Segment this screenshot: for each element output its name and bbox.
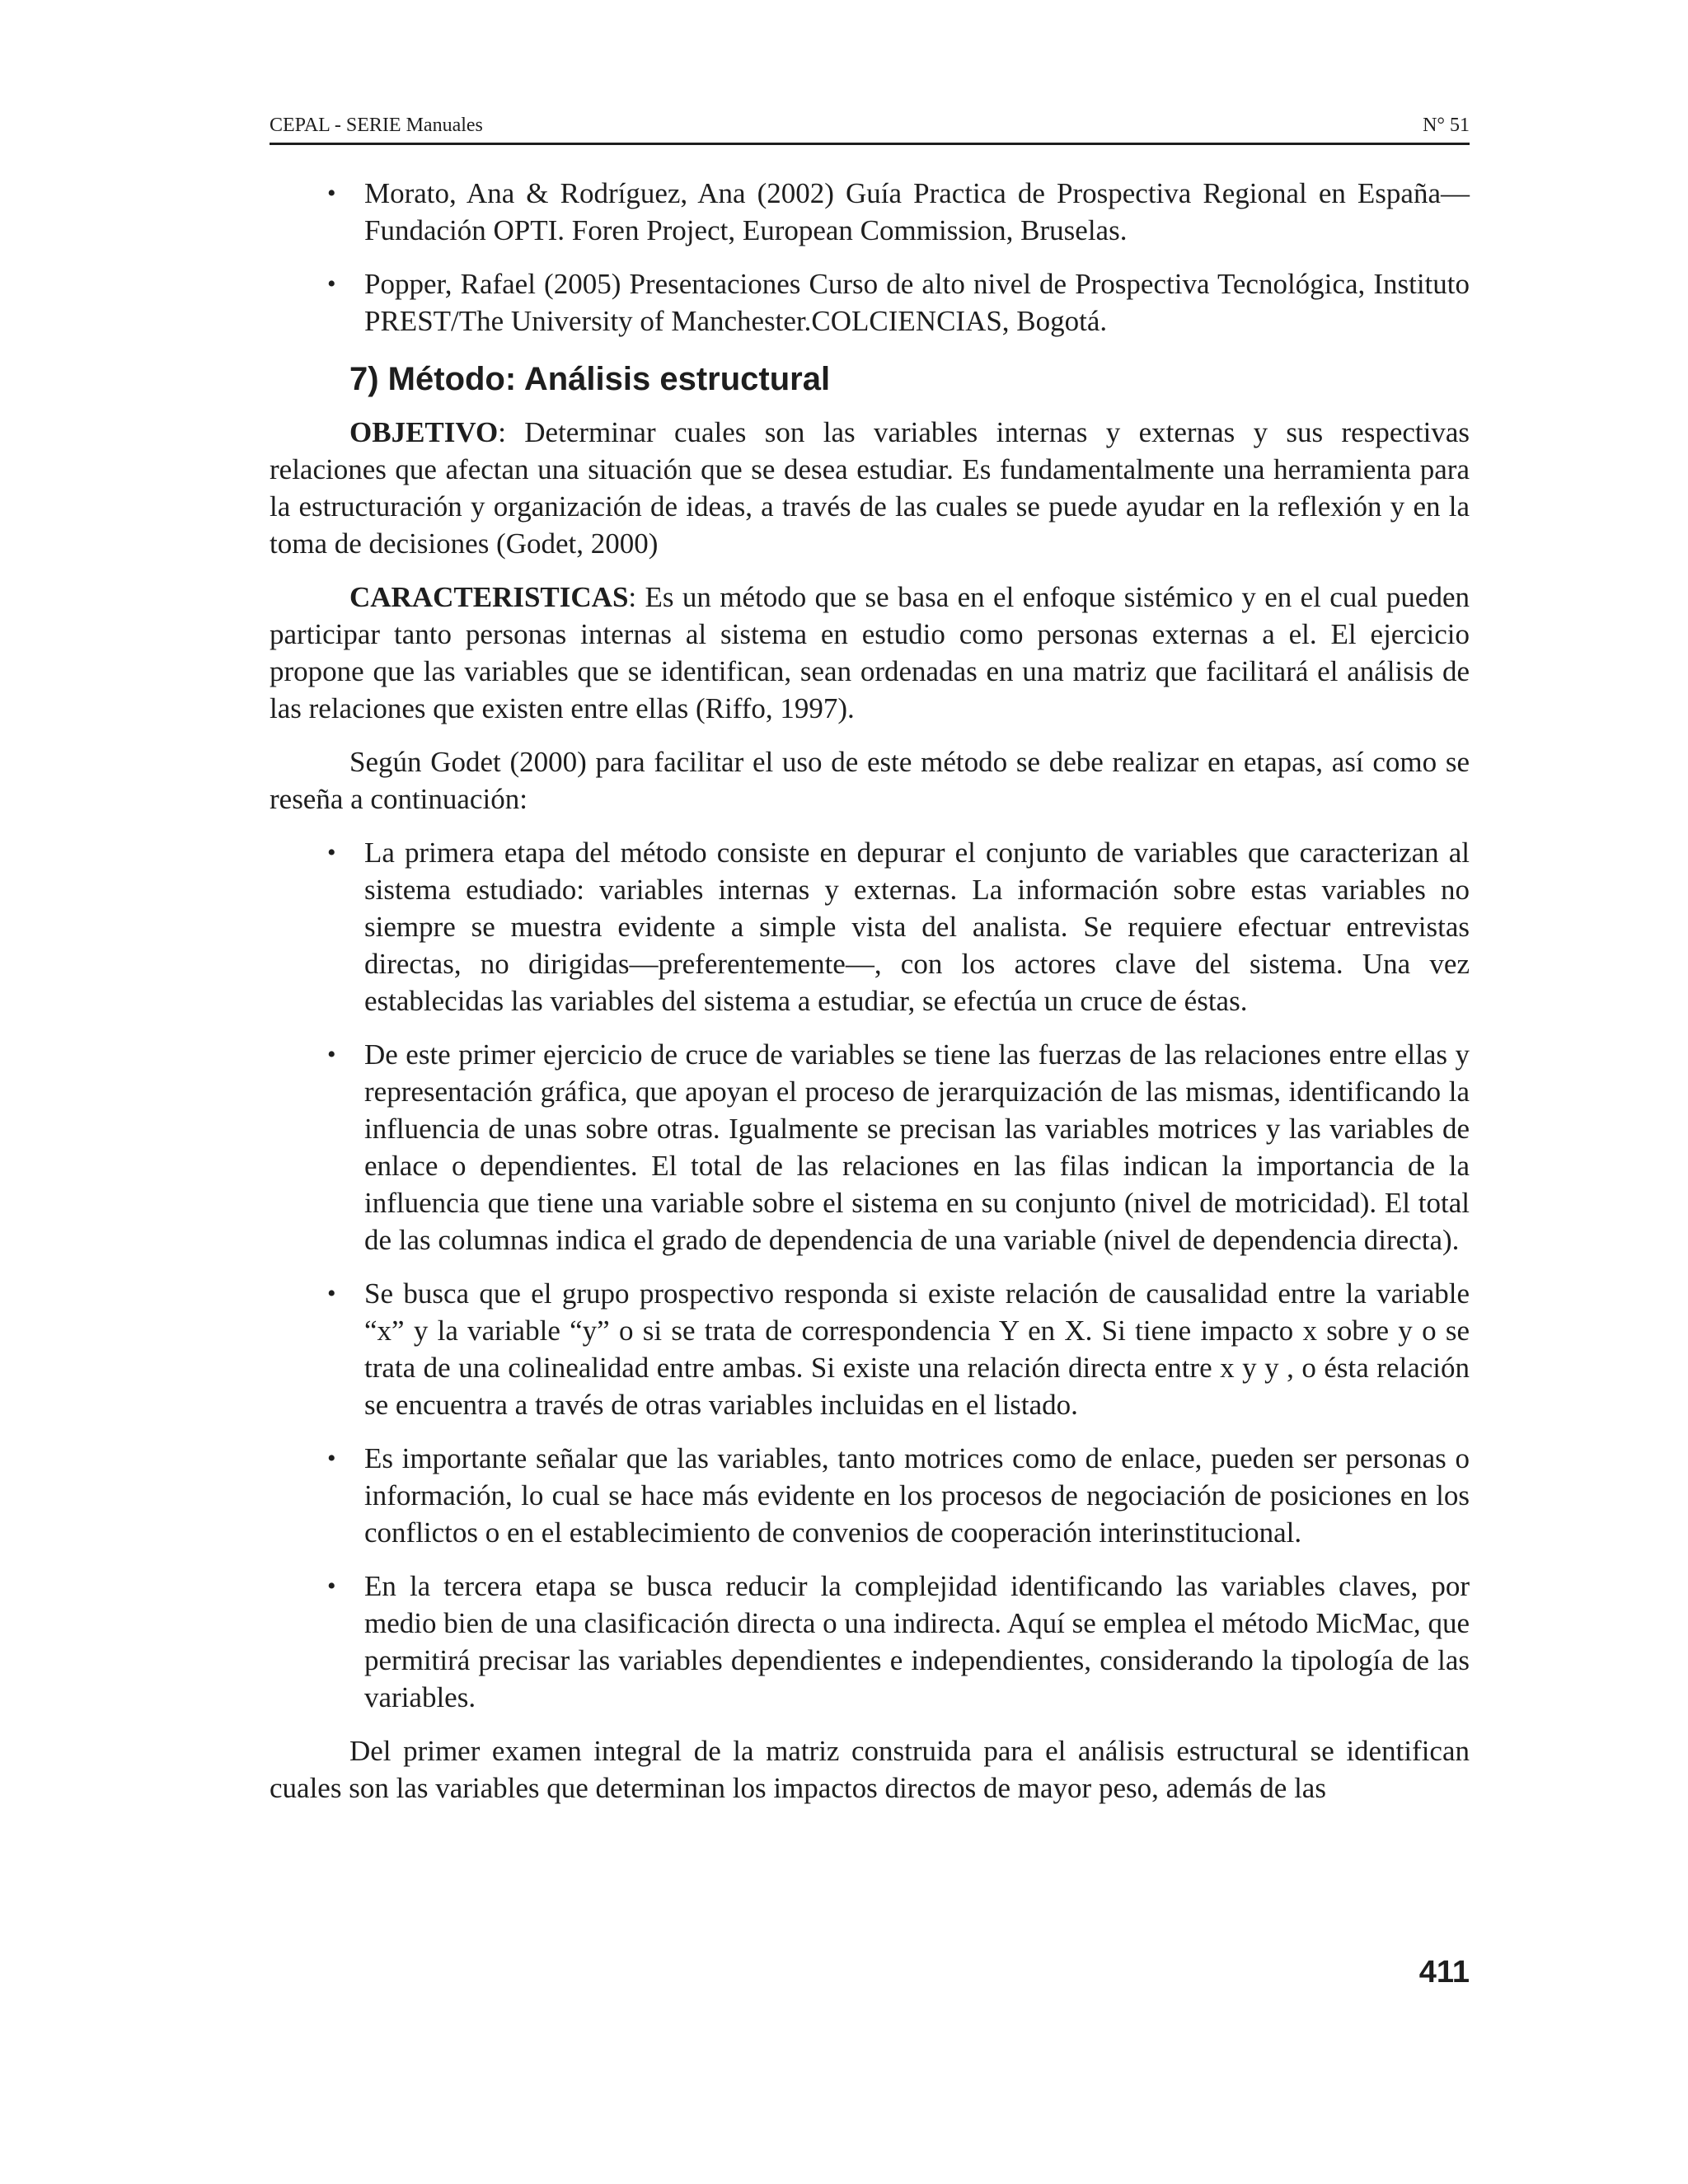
section-heading: 7) Método: Análisis estructural [349,361,831,397]
reference-text: Popper, Rafael (2005) Presentaciones Curso de alto nivel de Prospectiva Tecnológica, Instituto PREST/The University of Manchester.COLCIENCIAS, Bogotá. [364,268,1470,337]
document-page [270,115,1470,1823]
step-text: De este primer ejercicio de cruce de variables se tiene las fuerzas de las relaciones entre ellas y representación gráfica, que apoyan el proceso de jerarquización de las mismas, identificando la influencia de unas sobre otras. Igualmente se precisan las variables motrices y las variables de enlace o dependientes. El total de las relaciones en las filas indican la importancia de la influencia que tiene una variable sobre el sistema en su conjunto (nivel de motricidad). El total de las columnas indica el grado de dependencia de una variable (nivel de dependencia directa). [364,1038,1470,1256]
list-item [270,175,1470,249]
closing-paragraph: Del primer examen integral de la matriz construida para el análisis estructural se identifican cuales son las variables que determinan los impactos directos de mayor peso, además de las [270,1735,1470,1804]
intro-paragraph: Según Godet (2000) para facilitar el uso de este método se debe realizar en etapas, así como se reseña a continuación: [270,746,1470,815]
bullet-icon: • [327,1445,336,1472]
list-item [270,1275,1470,1423]
list-item [270,1568,1470,1716]
bullet-icon: • [327,1572,336,1600]
step-text: Es importante señalar que las variables, tanto motrices como de enlace, pueden ser personas o información, lo cual se hace más evidente en los procesos de negociación de posiciones en los conflictos o en el establecimiento de convenios de cooperación interinstitucional. [364,1442,1470,1549]
objective-text: : Determinar cuales son las variables internas y externas y sus respectivas relaciones que afectan una situación que se desea estudiar. Es fundamentalmente una herramienta para la estructuración y organización de ideas, a través de las cuales se puede ayudar en la reflexión y en la toma de decisiones (Godet, 2000) [270,416,1470,560]
reference-text: Morato, Ana & Rodríguez, Ana (2002) Guía Practica de Prospectiva Regional en España—Fundación OPTI. Foren Project, European Commission, Bruselas. [364,177,1470,246]
bullet-icon: • [327,270,336,298]
page-number: 411 [1418,1955,1470,1990]
step-text: En la tercera etapa se busca reducir la complejidad identificando las variables claves, por medio bien de una clasificación directa o una indirecta. Aquí se emplea el método MicMac, que permitirá precisar las variables dependientes e independientes, considerando la tipología de las variables. [364,1570,1470,1713]
list-item [270,1036,1470,1258]
bullet-icon: • [327,1041,336,1068]
characteristics-paragraph [270,579,1470,727]
bullet-icon: • [327,180,336,207]
objective-paragraph [270,414,1470,562]
step-text: Se busca que el grupo prospectivo responda si existe relación de causalidad entre la variable “x” y la variable “y” o si se trata de correspondencia Y en X. Si tiene impacto x sobre y o se trata de una colinealidad entre ambas. Si existe una relación directa entre x y y , o ésta relación se encuentra a través de otras variables incluidas en el listado. [364,1277,1470,1421]
list-item [270,1440,1470,1551]
running-header [270,115,1470,145]
objective-label: OBJETIVO [349,416,499,448]
list-item [270,834,1470,1019]
reference-list [270,175,1470,340]
series-title: CEPAL - SERIE Manuales [270,115,483,136]
bullet-icon: • [327,839,336,866]
issue-number: N° 51 [1423,115,1470,136]
list-item [270,265,1470,340]
bullet-icon: • [327,1280,336,1307]
characteristics-label: CARACTERISTICAS [349,581,629,613]
steps-list [270,834,1470,1716]
step-text: La primera etapa del método consiste en depurar el conjunto de variables que caracterizan al sistema estudiado: variables internas y externas. La información sobre estas variables no siempre se muestra evidente a simple vista del analista. Se requiere efectuar entrevistas directas, no dirigidas—preferentemente—, con los actores clave del sistema. Una vez establecidas las variables del sistema a estudiar, se efectúa un cruce de éstas. [364,837,1470,1017]
characteristics-text: : Es un método que se basa en el enfoque sistémico y en el cual pueden participar tanto personas internas al sistema en estudio como personas externas a el. El ejercicio propone que las variables que se identifican, sean ordenadas en una matriz que facilitará el análisis de las relaciones que existen entre ellas (Riffo, 1997). [270,581,1470,724]
